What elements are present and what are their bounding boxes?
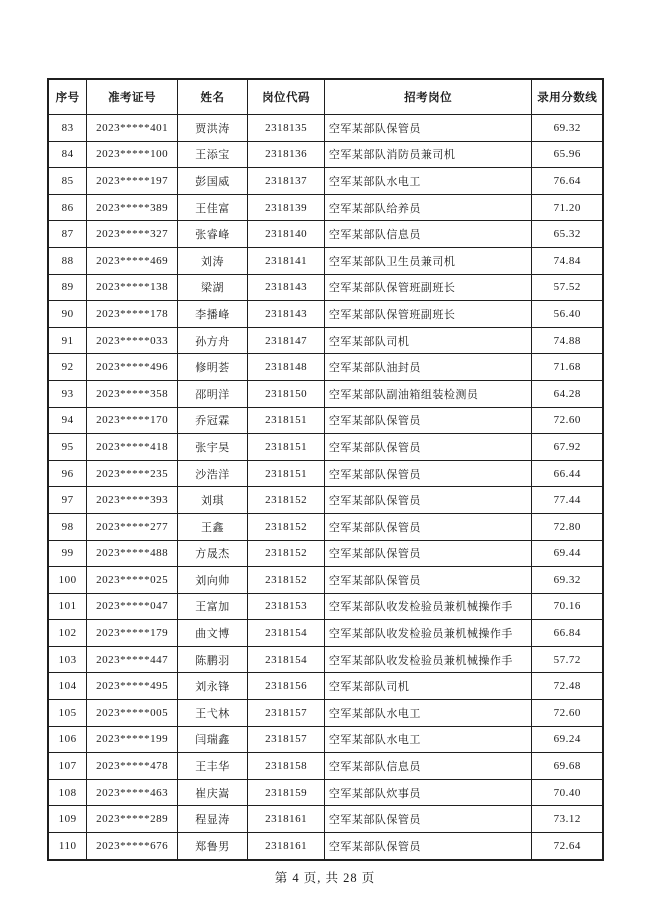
table-row [48,221,603,248]
cell-index: 99 [48,540,87,567]
cell-position-code: 2318150 [248,380,325,407]
cell-name: 邵明洋 [177,380,247,407]
cell-position: 空军某部队保管员 [324,806,532,833]
cell-position: 空军某部队副油箱组装检测员 [324,380,532,407]
cell-index: 95 [48,434,87,461]
cell-score: 70.40 [532,779,603,806]
cell-score: 69.32 [532,567,603,594]
cell-position-code: 2318161 [248,833,325,860]
cell-score: 65.96 [532,141,603,168]
header-position: 招考岗位 [324,79,532,115]
cell-index: 87 [48,221,87,248]
cell-exam-id: 2023*****495 [87,673,177,700]
cell-exam-id: 2023*****389 [87,194,177,221]
cell-position: 空军某部队保管员 [324,487,532,514]
table-row [48,327,603,354]
cell-name: 彭国威 [177,168,247,195]
cell-index: 105 [48,700,87,727]
cell-score: 64.28 [532,380,603,407]
cell-position-code: 2318152 [248,540,325,567]
cell-exam-id: 2023*****100 [87,141,177,168]
cell-position: 空军某部队信息员 [324,753,532,780]
table-row [48,487,603,514]
cell-score: 76.64 [532,168,603,195]
cell-exam-id: 2023*****170 [87,407,177,434]
cell-index: 93 [48,380,87,407]
cell-position-code: 2318157 [248,700,325,727]
cell-position-code: 2318154 [248,620,325,647]
cell-name: 方晟杰 [177,540,247,567]
cell-index: 103 [48,646,87,673]
cell-name: 王鑫 [177,513,247,540]
cell-name: 王丰华 [177,753,247,780]
table-row [48,673,603,700]
cell-exam-id: 2023*****393 [87,487,177,514]
cell-position: 空军某部队收发检验员兼机械操作手 [324,646,532,673]
cell-position-code: 2318141 [248,247,325,274]
cell-exam-id: 2023*****138 [87,274,177,301]
cell-position-code: 2318153 [248,593,325,620]
cell-score: 74.88 [532,327,603,354]
table-row [48,753,603,780]
cell-score: 72.64 [532,833,603,860]
table-row [48,407,603,434]
cell-position: 空军某部队保管员 [324,833,532,860]
cell-exam-id: 2023*****047 [87,593,177,620]
cell-score: 77.44 [532,487,603,514]
cell-score: 69.68 [532,753,603,780]
table-row [48,274,603,301]
cell-position: 空军某部队保管员 [324,567,532,594]
cell-exam-id: 2023*****488 [87,540,177,567]
table-row [48,354,603,381]
cell-position: 空军某部队水电工 [324,700,532,727]
cell-position: 空军某部队保管班副班长 [324,274,532,301]
cell-index: 97 [48,487,87,514]
table-row [48,301,603,328]
cell-position: 空军某部队卫生员兼司机 [324,247,532,274]
cell-index: 96 [48,460,87,487]
cell-position-code: 2318151 [248,460,325,487]
cell-exam-id: 2023*****277 [87,513,177,540]
cell-name: 王添宝 [177,141,247,168]
cell-score: 72.60 [532,700,603,727]
cell-name: 刘琪 [177,487,247,514]
cell-name: 梁湖 [177,274,247,301]
cell-position: 空军某部队收发检验员兼机械操作手 [324,620,532,647]
table-row [48,593,603,620]
cell-position-code: 2318157 [248,726,325,753]
table-row [48,620,603,647]
cell-score: 71.68 [532,354,603,381]
cell-exam-id: 2023*****289 [87,806,177,833]
cell-index: 88 [48,247,87,274]
cell-position-code: 2318143 [248,274,325,301]
cell-position-code: 2318147 [248,327,325,354]
header-score: 录用分数线 [532,79,603,115]
cell-position: 空军某部队信息员 [324,221,532,248]
cell-position: 空军某部队保管员 [324,513,532,540]
table-header-row [48,79,603,115]
cell-name: 贾洪涛 [177,115,247,142]
cell-index: 109 [48,806,87,833]
header-position-code: 岗位代码 [248,79,325,115]
cell-index: 85 [48,168,87,195]
cell-position-code: 2318137 [248,168,325,195]
cell-index: 86 [48,194,87,221]
page-number-footer: 第 4 页, 共 28 页 [274,871,376,885]
cell-index: 89 [48,274,87,301]
cell-name: 王弋林 [177,700,247,727]
cell-score: 56.40 [532,301,603,328]
cell-exam-id: 2023*****327 [87,221,177,248]
table-row [48,540,603,567]
cell-score: 57.52 [532,274,603,301]
cell-position-code: 2318152 [248,487,325,514]
cell-position-code: 2318139 [248,194,325,221]
cell-exam-id: 2023*****469 [87,247,177,274]
admission-score-table [47,78,604,861]
cell-name: 孙方舟 [177,327,247,354]
cell-name: 乔冠霖 [177,407,247,434]
cell-exam-id: 2023*****235 [87,460,177,487]
cell-score: 67.92 [532,434,603,461]
cell-exam-id: 2023*****178 [87,301,177,328]
cell-name: 沙浩洋 [177,460,247,487]
cell-exam-id: 2023*****463 [87,779,177,806]
cell-position-code: 2318136 [248,141,325,168]
cell-position-code: 2318154 [248,646,325,673]
cell-index: 110 [48,833,87,860]
cell-exam-id: 2023*****676 [87,833,177,860]
cell-index: 94 [48,407,87,434]
cell-name: 刘涛 [177,247,247,274]
cell-name: 闫瑞鑫 [177,726,247,753]
cell-position: 空军某部队收发检验员兼机械操作手 [324,593,532,620]
cell-score: 72.48 [532,673,603,700]
table-row [48,833,603,860]
cell-name: 刘向帅 [177,567,247,594]
table-row [48,194,603,221]
cell-exam-id: 2023*****179 [87,620,177,647]
cell-position: 空军某部队给养员 [324,194,532,221]
cell-name: 王富加 [177,593,247,620]
cell-score: 73.12 [532,806,603,833]
cell-position-code: 2318143 [248,301,325,328]
cell-position: 空军某部队油封员 [324,354,532,381]
cell-position: 空军某部队水电工 [324,726,532,753]
cell-name: 张宇昊 [177,434,247,461]
cell-score: 70.16 [532,593,603,620]
header-index: 序号 [48,79,87,115]
cell-position: 空军某部队炊事员 [324,779,532,806]
cell-score: 71.20 [532,194,603,221]
table-row [48,380,603,407]
cell-score: 66.84 [532,620,603,647]
cell-position-code: 2318159 [248,779,325,806]
cell-index: 104 [48,673,87,700]
cell-exam-id: 2023*****025 [87,567,177,594]
cell-score: 65.32 [532,221,603,248]
cell-name: 崔庆嵩 [177,779,247,806]
cell-index: 100 [48,567,87,594]
cell-position: 空军某部队保管员 [324,540,532,567]
header-exam-id: 准考证号 [87,79,177,115]
cell-position: 空军某部队保管班副班长 [324,301,532,328]
table-row [48,779,603,806]
cell-exam-id: 2023*****496 [87,354,177,381]
cell-position-code: 2318151 [248,434,325,461]
cell-position-code: 2318152 [248,513,325,540]
cell-index: 107 [48,753,87,780]
cell-position: 空军某部队保管员 [324,434,532,461]
table-row [48,141,603,168]
cell-exam-id: 2023*****197 [87,168,177,195]
table-row [48,115,603,142]
cell-index: 83 [48,115,87,142]
cell-index: 102 [48,620,87,647]
cell-index: 91 [48,327,87,354]
cell-position-code: 2318158 [248,753,325,780]
cell-name: 陈鹏羽 [177,646,247,673]
cell-exam-id: 2023*****447 [87,646,177,673]
cell-position-code: 2318161 [248,806,325,833]
cell-position: 空军某部队消防员兼司机 [324,141,532,168]
cell-exam-id: 2023*****478 [87,753,177,780]
cell-name: 张睿峰 [177,221,247,248]
cell-index: 92 [48,354,87,381]
cell-position: 空军某部队保管员 [324,407,532,434]
cell-exam-id: 2023*****199 [87,726,177,753]
cell-name: 郑鲁男 [177,833,247,860]
table-row [48,168,603,195]
cell-position: 空军某部队司机 [324,673,532,700]
cell-score: 72.80 [532,513,603,540]
table-row [48,700,603,727]
cell-position: 空军某部队司机 [324,327,532,354]
cell-position: 空军某部队保管员 [324,115,532,142]
cell-index: 98 [48,513,87,540]
table-row [48,513,603,540]
table-row [48,806,603,833]
cell-position-code: 2318148 [248,354,325,381]
cell-position-code: 2318156 [248,673,325,700]
cell-name: 王佳富 [177,194,247,221]
table-body [48,115,603,860]
cell-name: 修明荟 [177,354,247,381]
cell-score: 74.84 [532,247,603,274]
cell-exam-id: 2023*****358 [87,380,177,407]
table-row [48,726,603,753]
cell-position: 空军某部队保管员 [324,460,532,487]
cell-position-code: 2318140 [248,221,325,248]
cell-exam-id: 2023*****033 [87,327,177,354]
cell-name: 曲文博 [177,620,247,647]
cell-score: 69.44 [532,540,603,567]
cell-index: 106 [48,726,87,753]
table-row [48,460,603,487]
cell-score: 69.32 [532,115,603,142]
cell-index: 101 [48,593,87,620]
cell-position-code: 2318152 [248,567,325,594]
cell-name: 程显涛 [177,806,247,833]
cell-index: 90 [48,301,87,328]
cell-score: 66.44 [532,460,603,487]
cell-position: 空军某部队水电工 [324,168,532,195]
table-row [48,247,603,274]
cell-position-code: 2318135 [248,115,325,142]
cell-position-code: 2318151 [248,407,325,434]
cell-exam-id: 2023*****418 [87,434,177,461]
table-row [48,646,603,673]
cell-index: 84 [48,141,87,168]
cell-name: 刘永锋 [177,673,247,700]
table-row [48,434,603,461]
cell-exam-id: 2023*****401 [87,115,177,142]
cell-name: 李播峰 [177,301,247,328]
cell-exam-id: 2023*****005 [87,700,177,727]
table-row [48,567,603,594]
cell-score: 57.72 [532,646,603,673]
cell-score: 69.24 [532,726,603,753]
cell-index: 108 [48,779,87,806]
cell-score: 72.60 [532,407,603,434]
header-name: 姓名 [177,79,247,115]
